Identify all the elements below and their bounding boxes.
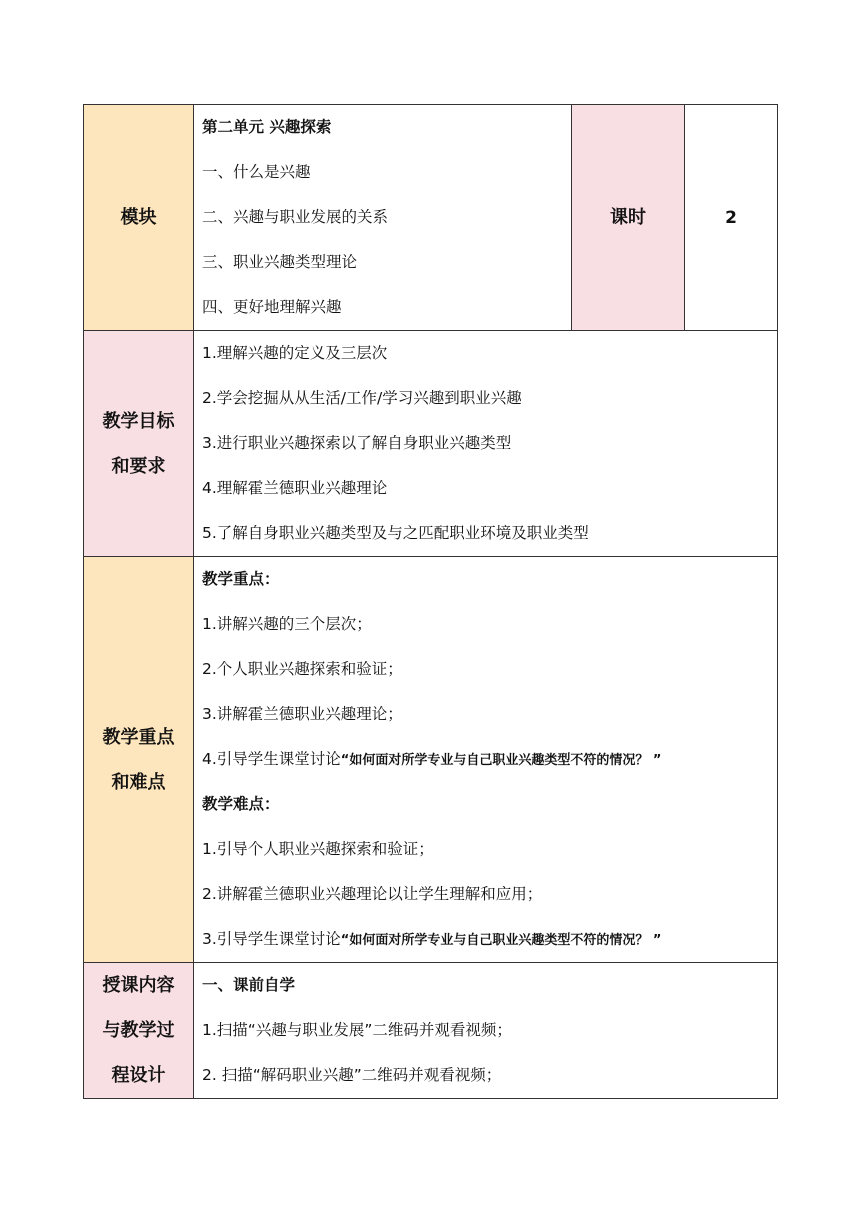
module-topic: 二、兴趣与职业发展的关系 — [202, 208, 389, 226]
process-item: 1.扫描“兴趣与职业发展”二维码并观看视频； — [202, 1021, 512, 1039]
objective-item: 1.理解兴趣的定义及三层次 — [202, 344, 388, 362]
hours-header: 课时 — [572, 105, 685, 331]
module-topic: 四、更好地理解兴趣 — [202, 298, 342, 316]
module-title: 第二单元 兴趣探索 — [202, 118, 332, 136]
module-header: 模块 — [84, 105, 194, 331]
hours-value: 2 — [685, 105, 778, 331]
process-content — [194, 963, 778, 1099]
process-section-title: 一、课前自学 — [202, 976, 296, 994]
difficulty-title: 教学难点： — [202, 795, 280, 813]
discussion-question: “如何面对所学专业与自己职业兴趣类型不符的情况？ ” — [340, 753, 662, 768]
difficulty-item-prefix: 3.引导学生课堂讨论 — [202, 930, 341, 948]
focus-item: 2.个人职业兴趣探索和验证； — [202, 660, 403, 678]
module-content — [194, 105, 572, 331]
difficulty-item — [202, 917, 777, 962]
difficulty-item: 1.引导个人职业兴趣探索和验证； — [202, 840, 434, 858]
key-points-header — [84, 557, 194, 963]
discussion-question: “如何面对所学专业与自己职业兴趣类型不符的情况？ ” — [340, 933, 662, 948]
process-row — [84, 963, 778, 1099]
focus-item-prefix: 4.引导学生课堂讨论 — [202, 750, 341, 768]
module-topic: 三、职业兴趣类型理论 — [202, 253, 358, 271]
process-header-line: 授课内容 — [102, 975, 175, 996]
key-points-content — [194, 557, 778, 963]
key-points-row — [84, 557, 778, 963]
objectives-header — [84, 331, 194, 557]
objective-item: 4.理解霍兰德职业兴趣理论 — [202, 479, 388, 497]
objectives-content — [194, 331, 778, 557]
objective-item: 3.进行职业兴趣探索以了解自身职业兴趣类型 — [202, 434, 512, 452]
process-item: 2. 扫描“解码职业兴趣”二维码并观看视频； — [202, 1066, 502, 1084]
module-row — [84, 105, 778, 331]
focus-item: 1.讲解兴趣的三个层次； — [202, 615, 372, 633]
process-header — [84, 963, 194, 1099]
objectives-row — [84, 331, 778, 557]
focus-item — [202, 737, 777, 782]
key-points-header-line: 和难点 — [111, 771, 166, 793]
key-points-header-line: 教学重点 — [102, 726, 175, 748]
process-header-line: 程设计 — [111, 1065, 166, 1086]
focus-item: 3.讲解霍兰德职业兴趣理论； — [202, 705, 403, 723]
objectives-header-line: 教学目标 — [102, 410, 175, 432]
difficulty-item: 2.讲解霍兰德职业兴趣理论以让学生理解和应用； — [202, 885, 543, 903]
objectives-header-line: 和要求 — [111, 455, 166, 477]
lesson-plan-table — [83, 104, 778, 1099]
module-topic: 一、什么是兴趣 — [202, 163, 311, 181]
objective-item: 2.学会挖掘从从生活/工作/学习兴趣到职业兴趣 — [202, 389, 522, 407]
focus-title: 教学重点： — [202, 570, 280, 588]
process-header-line: 与教学过 — [102, 1020, 175, 1041]
objective-item: 5.了解自身职业兴趣类型及与之匹配职业环境及职业类型 — [202, 524, 589, 542]
